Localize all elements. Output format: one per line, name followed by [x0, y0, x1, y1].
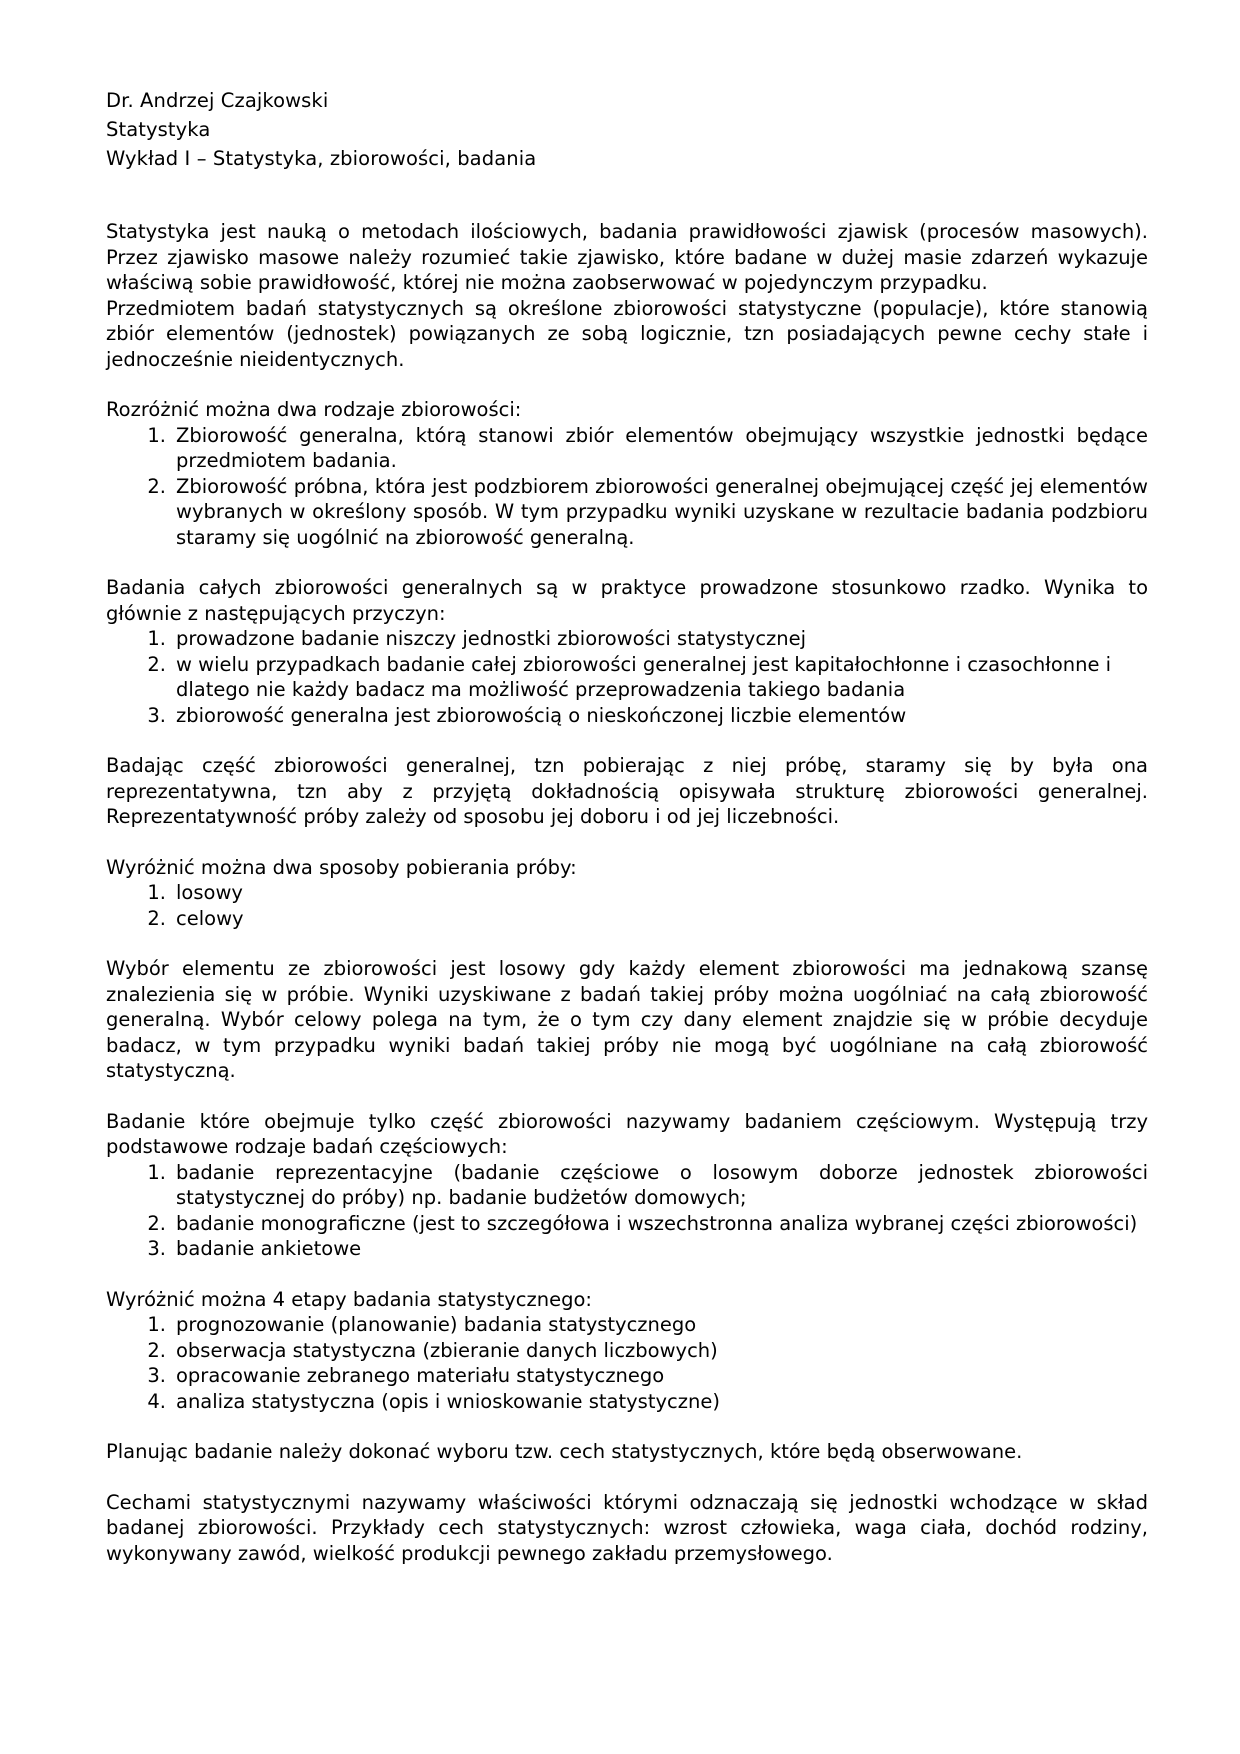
lead-in-sposoby-pobierania: Wyróżnić można dwa sposoby pobierania próby:	[106, 855, 577, 879]
spacer	[106, 1084, 1148, 1109]
spacer	[106, 1414, 1148, 1439]
document-body	[106, 86, 1148, 1566]
lecture-title-line: Wykład I – Statystyka, zbiorowości, badania	[106, 147, 537, 170]
document-header	[106, 86, 1148, 173]
list-item: prowadzone badanie niszczy jednostki zbiorowości statystycznej	[176, 627, 807, 650]
spacer	[106, 728, 1148, 753]
list-item: celowy	[176, 906, 244, 930]
list-item: opracowanie zebranego materiału statystycznego	[176, 1364, 665, 1387]
paragraph-badanie-czesciowe: Badanie które obejmuje tylko część zbiorowości nazywamy badaniem częściowym. Występują trzy podstawowe rodzaje badań częściowych:	[106, 1109, 1148, 1158]
paragraph-badania-calych-zbiorowosci: Badania całych zbiorowości generalnych są w praktyce prowadzone stosunkowo rzadko. Wynika to głównie z następujących przyczyn:	[106, 576, 1148, 625]
spacer	[106, 931, 1148, 956]
spacer	[106, 1465, 1148, 1490]
list-item: badanie ankietowe	[176, 1237, 362, 1260]
list-item: obserwacja statystyczna (zbieranie danych liczbowych)	[176, 1338, 718, 1362]
list-rodzaje-badan-czesciowych	[106, 1160, 1148, 1262]
paragraph-reprezentatywnosc: Badając część zbiorowości generalnej, tzn pobierając z niej próbę, staramy się by była ona reprezentatywna, tzn aby z przyjętą dokładnością opisywała strukturę zbiorowości generalnej. Reprezentatywność próby zależy od sposobu jej doboru i od jej liczebności.	[106, 754, 1148, 828]
lead-in-etapy-badania: Wyróżnić można 4 etapy badania statystycznego:	[106, 1287, 592, 1311]
list-rodzaje-zbiorowosci	[106, 423, 1148, 551]
paragraph-wybor-losowy-celowy: Wybór elementu ze zbiorowości jest losowy gdy każdy element zbiorowości ma jednakową szansę znalezienia się w próbie. Wyniki uzyskiwane z badań takiej próby można uogólniać na całą zbiorowość generalną. Wybór celowy polega na tym, że o tym czy dany element znajdzie się w próbie decyduje badacz, w tym przypadku wyniki badań takiej próby nie mogą być uogólniane na całą zbiorowość statystyczną.	[106, 957, 1148, 1082]
list-item: Zbiorowość generalna, którą stanowi zbiór elementów obejmujący wszystkie jednostki będące przedmiotem badania.	[176, 423, 1148, 472]
list-etapy-badania	[106, 1312, 1148, 1414]
author-line: Dr. Andrzej Czajkowski	[106, 89, 329, 112]
list-item: badanie monograficzne (jest to szczegółowa i wszechstronna analiza wybranej części zbiorowości)	[176, 1211, 1138, 1235]
spacer	[106, 1262, 1148, 1287]
paragraph-planujac-badanie: Planując badanie należy dokonać wyboru tzw. cech statystycznych, które będą obserwowane.	[106, 1440, 1023, 1463]
list-item: zbiorowość generalna jest zbiorowością o nieskończonej liczbie elementów	[176, 703, 907, 727]
spacer	[106, 372, 1148, 397]
list-item: badanie reprezentacyjne (badanie częściowe o losowym doborze jednostek zbiorowości statystycznej do próby) np. badanie budżetów domowych;	[176, 1160, 1148, 1209]
paragraph-intro-statystyka: Statystyka jest nauką o metodach ilościowych, badania prawidłowości zjawisk (procesów masowych). Przez zjawisko masowe należy rozumieć takie zjawisko, które badane w dużej masie zdarzeń wykazuje właściwą sobie prawidłowość, której nie można zaobserwować w pojedynczym przypadku.	[106, 220, 1148, 294]
paragraph-przedmiot-badan: Przedmiotem badań statystycznych są określone zbiorowości statystyczne (populacje), które stanowią zbiór elementów (jednostek) powiązanych ze sobą logicznie, tzn posiadających pewne cechy stałe i jednocześnie nieidentycznych.	[106, 296, 1148, 371]
paragraph-cechy-statystyczne: Cechami statystycznymi nazywamy właściwości którymi odznaczają się jednostki wchodzące w skład badanej zbiorowości. Przykłady cech statystycznych: wzrost człowieka, waga ciała, dochód rodziny, wykonywany zawód, wielkość produkcji pewnego zakładu przemysłowego.	[106, 1490, 1148, 1565]
list-item: prognozowanie (planowanie) badania statystycznego	[176, 1313, 697, 1336]
list-sposoby-pobierania	[106, 880, 1148, 931]
lead-in-rodzaje-zbiorowosci: Rozróżnić można dwa rodzaje zbiorowości:	[106, 398, 522, 421]
list-item: losowy	[176, 881, 243, 904]
spacer	[106, 830, 1148, 855]
list-item: analiza statystyczna (opis i wnioskowanie statystyczne)	[176, 1389, 720, 1413]
list-przyczyny	[106, 626, 1148, 728]
list-item: w wielu przypadkach badanie całej zbiorowości generalnej jest kapitałochłonne i czasochłonne i dlatego nie każdy badacz ma możliwość przeprowadzenia takiego badania	[176, 652, 1112, 701]
subject-line: Statystyka	[106, 118, 211, 141]
spacer	[106, 550, 1148, 575]
list-item: Zbiorowość próbna, która jest podzbiorem zbiorowości generalnej obejmującej część jej elementów wybranych w określony sposób. W tym przypadku wyniki uzyskane w rezultacie badania podzbioru staramy się uogólnić na zbiorowość generalną.	[176, 474, 1148, 549]
